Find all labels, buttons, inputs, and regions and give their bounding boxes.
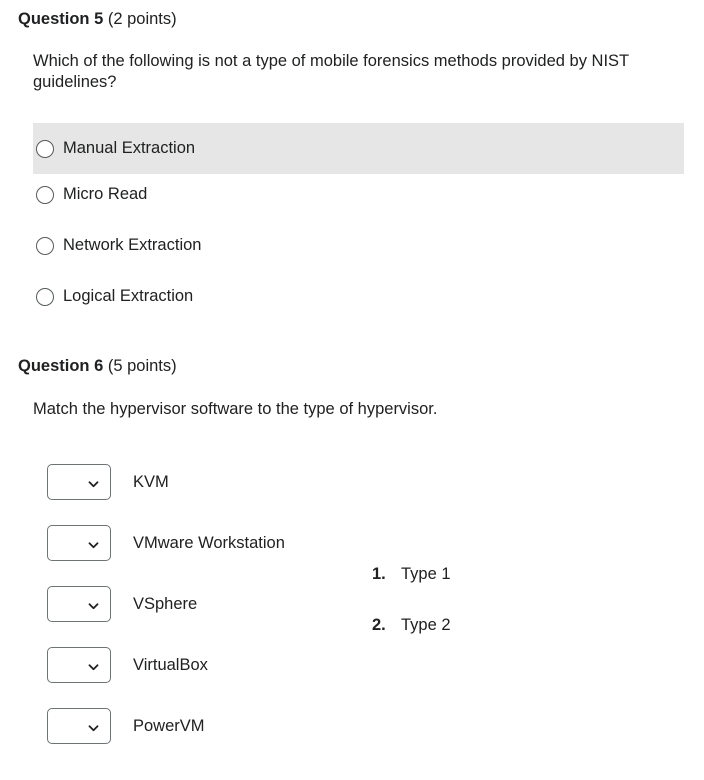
radio-icon[interactable] [36, 237, 54, 255]
match-item-label: PowerVM [133, 716, 205, 735]
choice-number: 2. [372, 616, 386, 634]
question-6-header [18, 357, 177, 376]
choice-label: Type 2 [401, 616, 451, 634]
radio-icon[interactable] [36, 140, 54, 158]
option-manual-extraction[interactable] [33, 123, 684, 174]
match-item-label: VirtualBox [133, 655, 208, 674]
option-logical-extraction[interactable] [33, 271, 684, 322]
choice-label: Type 1 [401, 565, 451, 583]
match-select[interactable] [47, 586, 111, 622]
question-5-text: Which of the following is not a type of mobile forensics methods provided by NIST guidelines? [33, 52, 629, 91]
chevron-down-icon [88, 542, 99, 549]
match-choice-type-2 [372, 616, 451, 635]
match-row-vsphere [47, 585, 197, 623]
question-6-title: Question 6 [18, 357, 104, 375]
option-label: Network Extraction [63, 236, 202, 254]
chevron-down-icon [88, 481, 99, 488]
radio-icon[interactable] [36, 186, 54, 204]
match-row-virtualbox [47, 646, 208, 684]
match-row-kvm [47, 463, 169, 501]
chevron-down-icon [88, 664, 99, 671]
chevron-down-icon [88, 603, 99, 610]
option-label: Micro Read [63, 185, 148, 203]
radio-icon[interactable] [36, 288, 54, 306]
match-row-vmware-workstation [47, 524, 285, 562]
option-label: Logical Extraction [63, 287, 194, 305]
match-item-label: VSphere [133, 594, 198, 613]
question-5-header [18, 10, 177, 29]
option-network-extraction[interactable] [33, 220, 684, 271]
match-select[interactable] [47, 525, 111, 561]
match-select[interactable] [47, 647, 111, 683]
match-select[interactable] [47, 464, 111, 500]
option-micro-read[interactable] [33, 169, 684, 220]
chevron-down-icon [88, 725, 99, 732]
choice-number: 1. [372, 565, 386, 583]
question-6-text: Match the hypervisor software to the type of hypervisor. [33, 400, 438, 418]
question-5-title: Question 5 [18, 10, 104, 28]
question-5-points: (2 points) [107, 10, 177, 28]
match-item-label: VMware Workstation [133, 533, 285, 552]
match-choice-type-1 [372, 565, 451, 584]
question-6-points: (5 points) [107, 357, 177, 375]
match-row-powervm [47, 707, 205, 745]
match-item-label: KVM [133, 472, 169, 491]
match-select[interactable] [47, 708, 111, 744]
option-label: Manual Extraction [63, 139, 196, 157]
